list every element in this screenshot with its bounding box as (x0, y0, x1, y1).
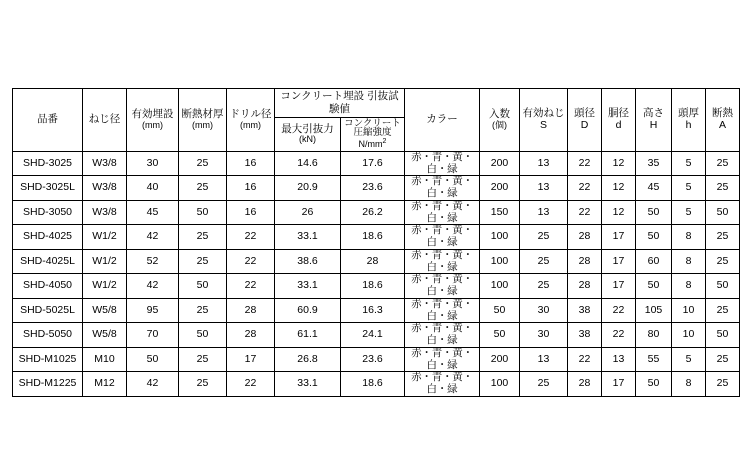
cell-insulation: 25 (706, 372, 740, 397)
cell-effective-thread: 13 (520, 151, 568, 176)
table-row (13, 323, 740, 348)
cell-head-dia: 22 (568, 347, 602, 372)
header-effective-embed (127, 89, 179, 152)
table-head (13, 89, 740, 152)
cell-insulation: 25 (706, 151, 740, 176)
cell-drill-dia: 17 (227, 347, 275, 372)
cell-thread-dia: W5/8 (83, 298, 127, 323)
cell-height: 50 (636, 200, 672, 225)
cell-drill-dia: 16 (227, 176, 275, 201)
header-qty-unit: (個) (492, 119, 507, 130)
cell-concrete-strength: 18.6 (341, 274, 405, 299)
cell-head-thickness: 8 (672, 274, 706, 299)
cell-concrete-strength: 18.6 (341, 225, 405, 250)
cell-max-pullout: 26.8 (275, 347, 341, 372)
cell-concrete-strength: 26.2 (341, 200, 405, 225)
cell-head-dia: 28 (568, 274, 602, 299)
cell-head-dia: 38 (568, 323, 602, 348)
spec-table-container (12, 88, 739, 397)
cell-drill-dia: 22 (227, 249, 275, 274)
cell-head-dia: 28 (568, 249, 602, 274)
cell-color: 赤・青・黄・白・緑 (405, 249, 480, 274)
cell-max-pullout: 33.1 (275, 372, 341, 397)
cell-head-thickness: 10 (672, 323, 706, 348)
cell-insulation-thickness: 25 (179, 249, 227, 274)
header-shank-dia-label: 胴径 (608, 107, 629, 120)
cell-effective-embed: 52 (127, 249, 179, 274)
cell-insulation-thickness: 25 (179, 347, 227, 372)
table-row (13, 249, 740, 274)
cell-head-thickness: 10 (672, 298, 706, 323)
cell-concrete-strength: 23.6 (341, 347, 405, 372)
cell-thread-dia: W1/2 (83, 249, 127, 274)
cell-color: 赤・青・黄・白・緑 (405, 347, 480, 372)
header-group-concrete-embed (275, 89, 405, 118)
cell-head-dia: 22 (568, 176, 602, 201)
cell-thread-dia: W3/8 (83, 151, 127, 176)
cell-height: 35 (636, 151, 672, 176)
cell-head-thickness: 8 (672, 249, 706, 274)
cell-effective-embed: 70 (127, 323, 179, 348)
cell-shank-dia: 12 (602, 200, 636, 225)
cell-effective-embed: 50 (127, 347, 179, 372)
cell-height: 55 (636, 347, 672, 372)
cell-insulation: 25 (706, 298, 740, 323)
cell-concrete-strength: 24.1 (341, 323, 405, 348)
cell-color: 赤・青・黄・白・緑 (405, 323, 480, 348)
header-drill-dia-unit: (mm) (240, 119, 261, 130)
header-insulation-symbol: A (718, 118, 726, 131)
cell-insulation-thickness: 50 (179, 200, 227, 225)
header-head-dia (568, 89, 602, 152)
cell-qty: 200 (480, 151, 520, 176)
cell-drill-dia: 28 (227, 298, 275, 323)
header-head-dia-label: 頭径 (574, 107, 595, 120)
cell-qty: 100 (480, 274, 520, 299)
cell-concrete-strength: 17.6 (341, 151, 405, 176)
cell-effective-embed: 45 (127, 200, 179, 225)
cell-head-thickness: 5 (672, 347, 706, 372)
table-row (13, 372, 740, 397)
header-row-group (13, 89, 740, 118)
cell-qty: 100 (480, 372, 520, 397)
cell-thread-dia: W3/8 (83, 200, 127, 225)
cell-shank-dia: 17 (602, 372, 636, 397)
header-effective-embed-unit: (mm) (142, 119, 163, 130)
cell-height: 80 (636, 323, 672, 348)
header-insulation (706, 89, 740, 152)
cell-effective-thread: 13 (520, 200, 568, 225)
header-group-concrete-embed-line2: 引抜試験値 (329, 90, 399, 115)
table-row (13, 347, 740, 372)
cell-qty: 100 (480, 249, 520, 274)
cell-head-dia: 28 (568, 225, 602, 250)
cell-concrete-strength: 18.6 (341, 372, 405, 397)
cell-color: 赤・青・黄・白・緑 (405, 298, 480, 323)
cell-insulation: 50 (706, 200, 740, 225)
header-max-pullout (275, 117, 341, 151)
cell-effective-embed: 40 (127, 176, 179, 201)
header-max-pullout-label: 最大引抜力 (281, 122, 334, 135)
cell-thread-dia: W3/8 (83, 176, 127, 201)
header-head-dia-symbol: D (580, 118, 589, 131)
header-concrete-strength-unit (342, 138, 403, 149)
cell-effective-thread: 30 (520, 323, 568, 348)
cell-max-pullout: 20.9 (275, 176, 341, 201)
cell-part-no: SHD-5025L (13, 298, 83, 323)
cell-effective-thread: 13 (520, 176, 568, 201)
cell-head-thickness: 5 (672, 200, 706, 225)
cell-concrete-strength: 16.3 (341, 298, 405, 323)
cell-insulation: 50 (706, 274, 740, 299)
cell-head-dia: 22 (568, 200, 602, 225)
header-concrete-strength-unit-sup: 2 (382, 138, 387, 146)
header-effective-embed-label: 有効埋設 (131, 108, 174, 121)
cell-shank-dia: 12 (602, 151, 636, 176)
cell-part-no: SHD-3025L (13, 176, 83, 201)
cell-thread-dia: W1/2 (83, 225, 127, 250)
cell-head-dia: 38 (568, 298, 602, 323)
header-insulation-thickness (179, 89, 227, 152)
header-effective-thread (520, 89, 568, 152)
cell-color: 赤・青・黄・白・緑 (405, 274, 480, 299)
cell-insulation: 25 (706, 249, 740, 274)
cell-drill-dia: 16 (227, 200, 275, 225)
cell-insulation-thickness: 25 (179, 298, 227, 323)
table-row (13, 176, 740, 201)
cell-head-thickness: 8 (672, 372, 706, 397)
cell-color: 赤・青・黄・白・緑 (405, 225, 480, 250)
cell-head-dia: 22 (568, 151, 602, 176)
cell-height: 60 (636, 249, 672, 274)
cell-concrete-strength: 28 (341, 249, 405, 274)
cell-part-no: SHD-M1025 (13, 347, 83, 372)
cell-insulation-thickness: 50 (179, 274, 227, 299)
cell-insulation: 50 (706, 323, 740, 348)
cell-qty: 200 (480, 176, 520, 201)
header-insulation-thickness-label: 断熱材厚 (181, 108, 224, 121)
cell-color: 赤・青・黄・白・緑 (405, 200, 480, 225)
header-drill-dia-label: ドリル径 (229, 108, 272, 121)
cell-shank-dia: 17 (602, 225, 636, 250)
cell-max-pullout: 33.1 (275, 225, 341, 250)
cell-height: 105 (636, 298, 672, 323)
cell-thread-dia: W1/2 (83, 274, 127, 299)
header-head-thickness (672, 89, 706, 152)
cell-qty: 50 (480, 298, 520, 323)
cell-color: 赤・青・黄・白・緑 (405, 372, 480, 397)
cell-head-thickness: 5 (672, 151, 706, 176)
cell-thread-dia: M10 (83, 347, 127, 372)
specification-table (12, 88, 740, 397)
cell-effective-embed: 95 (127, 298, 179, 323)
cell-shank-dia: 17 (602, 249, 636, 274)
cell-color: 赤・青・黄・白・緑 (405, 151, 480, 176)
cell-max-pullout: 14.6 (275, 151, 341, 176)
header-effective-thread-symbol: S (539, 118, 547, 131)
cell-insulation-thickness: 25 (179, 225, 227, 250)
cell-shank-dia: 12 (602, 176, 636, 201)
header-height-label: 高さ (643, 107, 664, 120)
cell-insulation: 25 (706, 347, 740, 372)
cell-effective-embed: 42 (127, 372, 179, 397)
cell-max-pullout: 60.9 (275, 298, 341, 323)
cell-effective-embed: 42 (127, 274, 179, 299)
cell-shank-dia: 17 (602, 274, 636, 299)
header-color: カラー (405, 89, 480, 152)
table-row (13, 225, 740, 250)
cell-color: 赤・青・黄・白・緑 (405, 176, 480, 201)
header-group-concrete-embed-line1: コンクリート埋設 (280, 90, 365, 102)
cell-drill-dia: 22 (227, 274, 275, 299)
cell-effective-embed: 30 (127, 151, 179, 176)
cell-thread-dia: W5/8 (83, 323, 127, 348)
header-qty-label: 入数 (489, 108, 510, 121)
cell-effective-thread: 30 (520, 298, 568, 323)
header-concrete-strength-line1: コンクリート (344, 117, 401, 129)
cell-max-pullout: 38.6 (275, 249, 341, 274)
header-effective-thread-label: 有効ねじ (522, 107, 565, 120)
header-insulation-thickness-unit: (mm) (192, 119, 213, 130)
cell-part-no: SHD-5050 (13, 323, 83, 348)
header-drill-dia (227, 89, 275, 152)
cell-drill-dia: 22 (227, 225, 275, 250)
cell-effective-thread: 13 (520, 347, 568, 372)
cell-insulation: 25 (706, 225, 740, 250)
header-qty (480, 89, 520, 152)
cell-thread-dia: M12 (83, 372, 127, 397)
cell-shank-dia: 13 (602, 347, 636, 372)
cell-qty: 100 (480, 225, 520, 250)
cell-qty: 200 (480, 347, 520, 372)
header-head-thickness-symbol: h (685, 118, 692, 131)
cell-part-no: SHD-3050 (13, 200, 83, 225)
cell-drill-dia: 22 (227, 372, 275, 397)
cell-head-thickness: 5 (672, 176, 706, 201)
cell-height: 50 (636, 225, 672, 250)
cell-shank-dia: 22 (602, 323, 636, 348)
header-height-symbol: H (649, 118, 658, 131)
cell-shank-dia: 22 (602, 298, 636, 323)
cell-concrete-strength: 23.6 (341, 176, 405, 201)
cell-part-no: SHD-4025L (13, 249, 83, 274)
cell-effective-thread: 25 (520, 225, 568, 250)
cell-head-dia: 28 (568, 372, 602, 397)
header-concrete-strength-unit-text: N/mm (358, 139, 383, 150)
cell-height: 45 (636, 176, 672, 201)
header-head-thickness-label: 頭厚 (678, 107, 699, 120)
header-concrete-strength (341, 117, 405, 151)
header-shank-dia (602, 89, 636, 152)
cell-qty: 50 (480, 323, 520, 348)
cell-max-pullout: 33.1 (275, 274, 341, 299)
cell-height: 50 (636, 372, 672, 397)
cell-drill-dia: 28 (227, 323, 275, 348)
header-height (636, 89, 672, 152)
cell-insulation-thickness: 25 (179, 372, 227, 397)
cell-effective-thread: 25 (520, 274, 568, 299)
cell-part-no: SHD-3025 (13, 151, 83, 176)
cell-part-no: SHD-4050 (13, 274, 83, 299)
table-row (13, 274, 740, 299)
cell-head-thickness: 8 (672, 225, 706, 250)
header-max-pullout-unit: (kN) (299, 134, 316, 145)
header-concrete-strength-line2: 圧縮強度 (353, 127, 392, 139)
cell-insulation-thickness: 50 (179, 323, 227, 348)
cell-insulation: 25 (706, 176, 740, 201)
header-insulation-label: 断熱 (712, 107, 733, 120)
cell-part-no: SHD-4025 (13, 225, 83, 250)
cell-insulation-thickness: 25 (179, 151, 227, 176)
table-row (13, 200, 740, 225)
table-row (13, 151, 740, 176)
table-body (13, 151, 740, 396)
cell-max-pullout: 61.1 (275, 323, 341, 348)
cell-insulation-thickness: 25 (179, 176, 227, 201)
cell-effective-thread: 25 (520, 249, 568, 274)
cell-drill-dia: 16 (227, 151, 275, 176)
header-part-no: 品番 (13, 89, 83, 152)
cell-effective-embed: 42 (127, 225, 179, 250)
cell-qty: 150 (480, 200, 520, 225)
cell-height: 50 (636, 274, 672, 299)
cell-effective-thread: 25 (520, 372, 568, 397)
cell-max-pullout: 26 (275, 200, 341, 225)
table-row (13, 298, 740, 323)
cell-part-no: SHD-M1225 (13, 372, 83, 397)
header-shank-dia-symbol: d (615, 118, 622, 131)
header-thread-dia: ねじ径 (83, 89, 127, 152)
